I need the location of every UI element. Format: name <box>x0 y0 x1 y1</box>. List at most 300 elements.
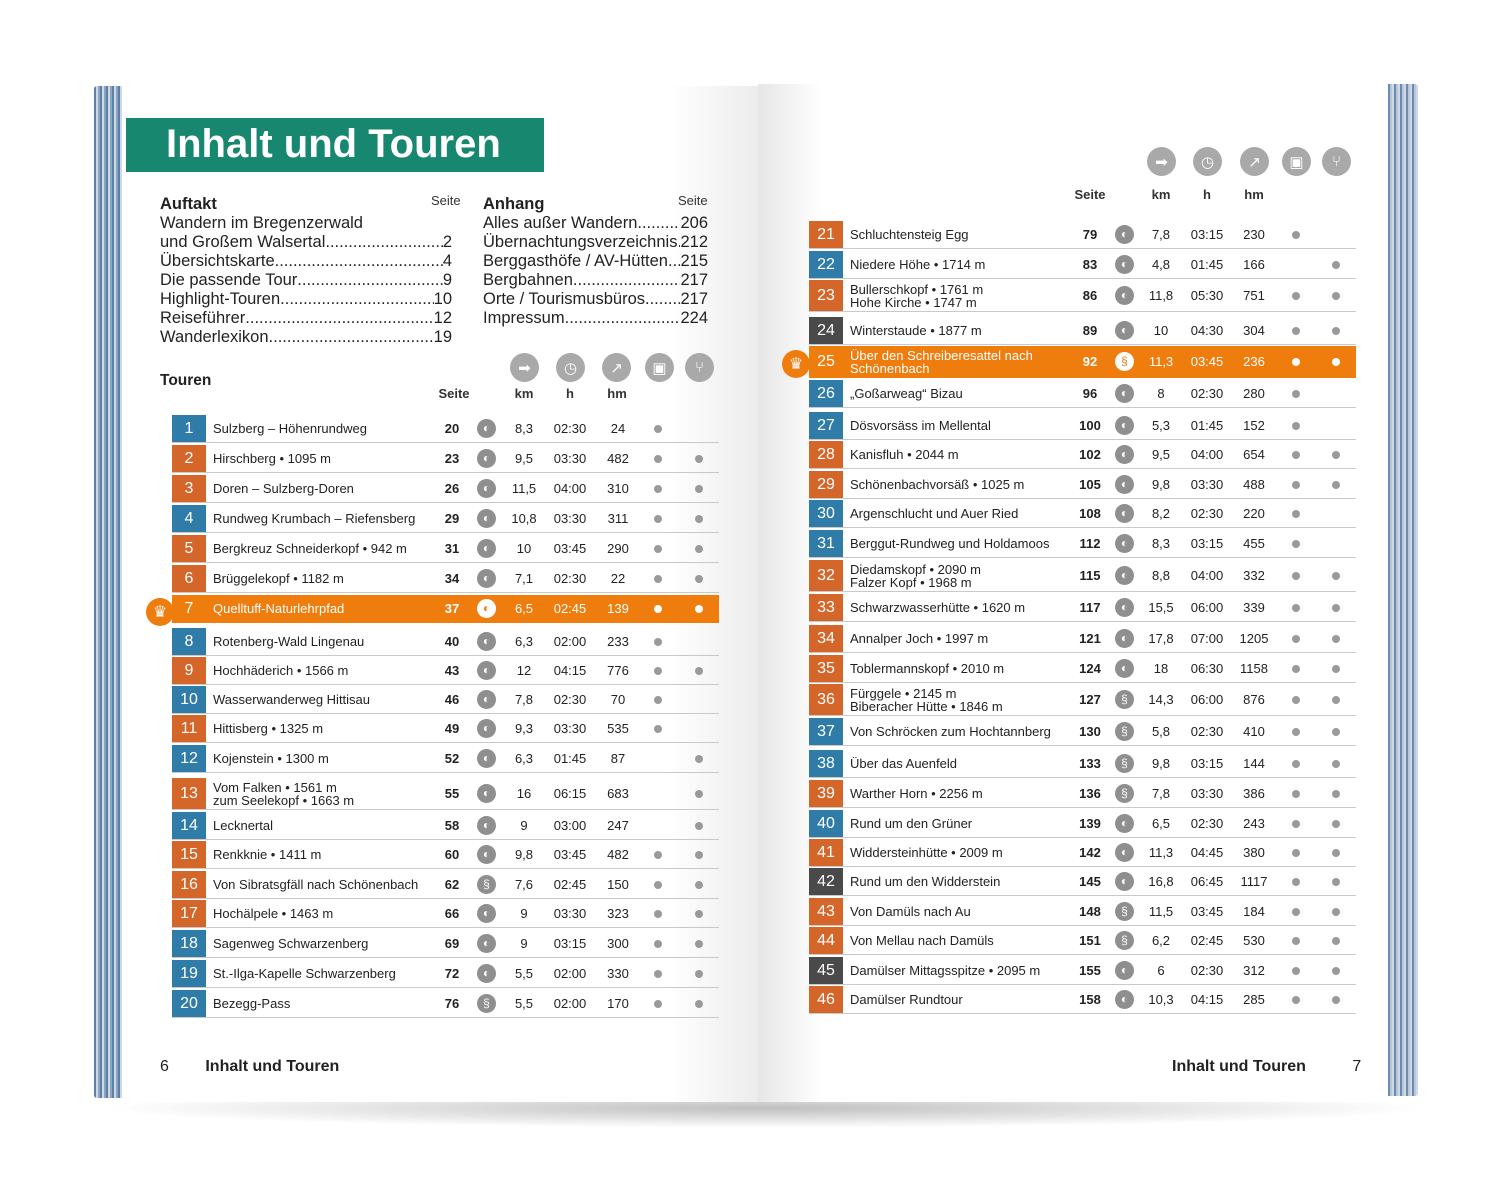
auftakt-seite-label: Seite <box>431 193 461 208</box>
tour-name <box>843 964 1040 977</box>
bus-available-dot <box>1292 820 1300 828</box>
auftakt-intro: Wandern im Bregenzerwald <box>160 214 363 232</box>
tour-row[interactable] <box>809 986 1356 1014</box>
tour-row[interactable] <box>172 900 719 928</box>
difficulty-steep-icon: § <box>1115 902 1134 921</box>
tour-name <box>206 635 364 648</box>
tour-name <box>206 781 354 807</box>
tour-page: 20 <box>444 421 460 436</box>
tour-hm: 310 <box>607 481 629 496</box>
tour-page: 121 <box>1079 631 1101 646</box>
tour-name-line: Bezegg-Pass <box>213 996 291 1011</box>
tour-name <box>206 482 354 495</box>
tour-km: 10 <box>1153 323 1169 338</box>
tour-km: 5,8 <box>1151 724 1171 739</box>
tour-hm: 152 <box>1243 418 1265 433</box>
tour-row[interactable] <box>809 471 1356 499</box>
tour-hm: 1158 <box>1240 661 1268 676</box>
difficulty-round-icon: ◐ <box>1115 286 1134 305</box>
tour-page: 46 <box>444 692 460 707</box>
tour-name <box>206 878 418 891</box>
tour-row[interactable] <box>172 505 719 533</box>
tour-km: 9 <box>520 906 528 921</box>
tour-row[interactable] <box>809 251 1356 279</box>
tour-name-line: Sagenweg Schwarzenberg <box>213 936 369 951</box>
tour-name-line: Quelltuff-Naturlehrpfad <box>213 601 345 616</box>
food-available-dot <box>1332 937 1340 945</box>
leader-dots <box>573 271 681 290</box>
tour-h: 03:15 <box>553 936 587 951</box>
bus-available-dot <box>654 910 662 918</box>
tour-row[interactable] <box>172 960 719 988</box>
touren-heading: Touren <box>160 372 212 389</box>
tour-number: 19 <box>172 960 206 987</box>
tour-km: 9 <box>520 936 528 951</box>
tour-h: 02:30 <box>553 692 587 707</box>
tour-name-line: Kojenstein • 1300 m <box>213 751 329 766</box>
bus-available-dot <box>1292 327 1300 335</box>
tour-km: 6,5 <box>1151 816 1171 831</box>
tour-page: 96 <box>1082 386 1098 401</box>
tour-number: 11 <box>172 715 206 742</box>
tour-hm: 166 <box>1243 257 1265 272</box>
tour-h: 02:30 <box>553 421 587 436</box>
tour-row[interactable] <box>172 445 719 473</box>
difficulty-round-icon: ◐ <box>1115 814 1134 833</box>
tour-page: 142 <box>1079 845 1101 860</box>
tour-km: 8,8 <box>1151 568 1171 583</box>
tour-hm: 220 <box>1243 506 1265 521</box>
tour-number: 31 <box>809 530 843 557</box>
tour-row[interactable] <box>172 565 719 593</box>
tour-km: 7,8 <box>1151 786 1171 801</box>
tour-number: 32 <box>809 560 843 591</box>
leader-dots <box>325 233 442 252</box>
tour-row[interactable] <box>809 625 1356 653</box>
difficulty-steep-icon: § <box>1115 931 1134 950</box>
tour-km: 16 <box>516 786 532 801</box>
tour-name <box>843 507 1018 520</box>
tour-row[interactable] <box>809 684 1356 716</box>
tour-row[interactable] <box>809 560 1356 592</box>
auftakt-item-label: und Großem Walsertal <box>160 233 326 251</box>
tour-row[interactable] <box>809 500 1356 528</box>
anhang-item-page: 217 <box>680 290 708 308</box>
tour-page: 108 <box>1079 506 1101 521</box>
food-available-dot <box>695 515 703 523</box>
auftakt-item-page: 9 <box>442 271 452 289</box>
tour-h: 07:00 <box>1190 631 1224 646</box>
tour-number: 1 <box>172 415 206 442</box>
tour-page: 124 <box>1079 661 1101 676</box>
food-available-dot <box>1332 849 1340 857</box>
tour-row[interactable] <box>172 595 719 623</box>
tour-h: 03:30 <box>553 721 587 736</box>
tour-name <box>206 997 290 1010</box>
bus-available-dot <box>1292 422 1300 430</box>
tour-page: 92 <box>1082 354 1098 369</box>
tour-row[interactable] <box>172 841 719 869</box>
leader-dots <box>297 271 443 290</box>
tour-hm: 380 <box>1243 845 1265 860</box>
tour-number: 33 <box>809 594 843 621</box>
bus-available-dot <box>1292 665 1300 673</box>
tour-row[interactable] <box>809 750 1356 778</box>
tour-hm: 184 <box>1243 904 1265 919</box>
bus-icon: ▣ <box>645 353 674 382</box>
tour-page: 52 <box>444 751 460 766</box>
tour-page: 155 <box>1079 963 1101 978</box>
bus-available-dot <box>1292 760 1300 768</box>
tour-name-line: Bergkreuz Schneiderkopf • 942 m <box>213 541 407 556</box>
tour-row[interactable] <box>172 990 719 1018</box>
tour-number: 10 <box>172 686 206 713</box>
tour-row[interactable] <box>809 780 1356 808</box>
tour-h: 02:30 <box>1190 724 1224 739</box>
difficulty-round-icon: ◐ <box>1115 534 1134 553</box>
tour-h: 06:45 <box>1190 874 1224 889</box>
bus-available-dot <box>1292 728 1300 736</box>
tour-name-line: Widdersteinhütte • 2009 m <box>850 845 1003 860</box>
tour-name <box>843 725 1051 738</box>
tour-name <box>206 602 344 615</box>
tour-name-line: Rundweg Krumbach – Riefensberg <box>213 511 416 526</box>
tour-km: 11,3 <box>1148 845 1174 860</box>
tour-name-line: Falzer Kopf • 1968 m <box>850 574 972 590</box>
auftakt-item-label: Übersichtskarte <box>160 252 275 270</box>
tour-h: 03:45 <box>553 847 587 862</box>
food-available-dot <box>1332 790 1340 798</box>
tour-page: 26 <box>444 481 460 496</box>
tour-row[interactable] <box>172 745 719 773</box>
tour-km: 11,5 <box>511 481 537 496</box>
tour-km: 16,8 <box>1148 874 1174 889</box>
bus-available-dot <box>654 851 662 859</box>
tour-h: 02:45 <box>553 877 587 892</box>
tour-row[interactable] <box>809 655 1356 683</box>
tour-row[interactable] <box>809 346 1356 378</box>
tour-row[interactable] <box>172 657 719 685</box>
col-km: km <box>514 386 534 401</box>
tour-page: 23 <box>444 451 460 466</box>
tour-name <box>206 693 370 706</box>
tour-row[interactable] <box>809 898 1356 926</box>
tour-row[interactable] <box>809 280 1356 312</box>
auftakt-item[interactable] <box>160 252 452 271</box>
bus-available-dot <box>1292 967 1300 975</box>
tour-name <box>843 632 988 645</box>
tour-hm: 304 <box>1243 323 1265 338</box>
anhang-item[interactable] <box>483 252 708 271</box>
tour-h: 03:30 <box>553 451 587 466</box>
tour-hm: 150 <box>607 877 629 892</box>
anhang-item[interactable] <box>483 309 708 328</box>
food-available-dot <box>695 485 703 493</box>
bus-available-dot <box>1292 849 1300 857</box>
tour-row[interactable] <box>809 317 1356 345</box>
difficulty-round-icon: ◐ <box>477 904 496 923</box>
tour-number: 40 <box>809 810 843 837</box>
tour-name-line: Rund um den Grüner <box>850 816 973 831</box>
tour-h: 05:30 <box>1190 288 1224 303</box>
col-hm-right: hm <box>1244 187 1264 202</box>
tour-number: 45 <box>809 957 843 984</box>
anhang-item[interactable] <box>483 271 708 290</box>
tour-km: 14,3 <box>1148 692 1174 707</box>
tour-page: 40 <box>444 634 460 649</box>
tour-name-line: Biberacher Hütte • 1846 m <box>850 698 1003 714</box>
food-available-dot <box>1332 572 1340 580</box>
bus-available-dot <box>654 1000 662 1008</box>
tour-h: 02:30 <box>1190 506 1224 521</box>
tour-name-line: Damülser Rundtour <box>850 992 963 1007</box>
tour-km: 9,8 <box>1151 756 1171 771</box>
tour-page: 55 <box>444 786 460 801</box>
tour-row[interactable] <box>809 380 1356 408</box>
tour-page: 76 <box>444 996 460 1011</box>
tour-h: 02:00 <box>553 634 587 649</box>
tour-page: 83 <box>1082 257 1098 272</box>
tour-h: 02:00 <box>553 996 587 1011</box>
tour-name-line: Schwarzwasserhütte • 1620 m <box>850 600 1026 615</box>
food-available-dot <box>1332 908 1340 916</box>
tour-name-line: Über den Schreiberesattel nach <box>850 347 1033 363</box>
tour-name <box>843 349 1033 375</box>
tour-hm: 410 <box>1243 724 1265 739</box>
tour-number: 6 <box>172 565 206 592</box>
tour-name-line: zum Seelekopf • 1663 m <box>213 792 355 808</box>
page-number-left: 6 <box>160 1058 169 1075</box>
tour-name-line: Fürggele • 2145 m <box>850 685 957 701</box>
col-hm: hm <box>607 386 627 401</box>
tour-page: 117 <box>1079 600 1101 615</box>
tour-row[interactable] <box>809 530 1356 558</box>
auftakt-item[interactable] <box>160 328 452 347</box>
tour-name <box>843 601 1025 614</box>
auftakt-item[interactable] <box>160 309 452 328</box>
food-available-dot <box>695 1000 703 1008</box>
bus-available-dot <box>1292 572 1300 580</box>
tour-name-line: Winterstaude • 1877 m <box>850 323 982 338</box>
tour-row[interactable] <box>172 715 719 743</box>
auftakt-item[interactable] <box>160 233 452 252</box>
tour-name <box>843 448 959 461</box>
auftakt-item-page: 12 <box>433 309 452 327</box>
auftakt-item-page: 4 <box>442 252 452 270</box>
tour-km: 9,8 <box>1151 477 1171 492</box>
right-page-edges <box>1386 84 1418 1096</box>
tour-hm: 535 <box>607 721 629 736</box>
tour-km: 8,2 <box>1151 506 1171 521</box>
tour-number: 39 <box>809 780 843 807</box>
bus-available-dot <box>654 638 662 646</box>
tour-km: 10,8 <box>511 511 537 526</box>
tour-name-line: Rund um den Widderstein <box>850 874 1001 889</box>
tour-number: 12 <box>172 745 206 772</box>
anhang-item[interactable] <box>483 290 708 309</box>
food-available-dot <box>1332 358 1340 366</box>
tour-name-line: Dösvorsäss im Mellental <box>850 418 991 433</box>
food-available-dot <box>695 455 703 463</box>
difficulty-round-icon: ◐ <box>477 816 496 835</box>
tour-row[interactable] <box>172 930 719 958</box>
tour-km: 7,8 <box>514 692 534 707</box>
left-page-edges <box>94 86 124 1098</box>
tour-km: 4,8 <box>1151 257 1171 272</box>
tour-row[interactable] <box>172 475 719 503</box>
leader-dots <box>565 309 681 328</box>
tour-row[interactable] <box>172 686 719 714</box>
food-available-dot <box>1332 665 1340 673</box>
anhang-item[interactable] <box>483 233 708 252</box>
tour-km: 8,3 <box>1151 536 1171 551</box>
bus-available-dot <box>1292 908 1300 916</box>
tour-h: 04:15 <box>553 663 587 678</box>
bus-available-dot <box>654 515 662 523</box>
anhang-seite-label: Seite <box>678 193 708 208</box>
tour-row[interactable] <box>809 957 1356 985</box>
page-title: Inhalt und Touren <box>166 122 501 166</box>
auftakt-item[interactable] <box>160 290 452 309</box>
tour-km: 6 <box>1157 963 1165 978</box>
tour-number: 15 <box>172 841 206 868</box>
tour-hm: 330 <box>607 966 629 981</box>
ascent-icon: ↗ <box>1240 147 1269 176</box>
food-available-dot <box>695 970 703 978</box>
tour-name-line: Hochälpele • 1463 m <box>213 906 334 921</box>
tour-h: 03:30 <box>1190 786 1224 801</box>
tour-row[interactable] <box>172 535 719 563</box>
difficulty-round-icon: ◐ <box>1115 416 1134 435</box>
tour-row[interactable] <box>809 221 1356 249</box>
tour-name <box>843 419 991 432</box>
tour-km: 7,6 <box>514 877 534 892</box>
tour-hm: 70 <box>610 692 626 707</box>
tour-row[interactable] <box>172 778 719 810</box>
tour-name-line: Berggut-Rundweg und Holdamoos <box>850 536 1050 551</box>
bus-available-dot <box>1292 231 1300 239</box>
tour-name-line: „Goßarweag“ Bizau <box>850 386 963 401</box>
auftakt-item[interactable] <box>160 271 452 290</box>
tour-page: 43 <box>444 663 460 678</box>
tour-name <box>843 387 963 400</box>
tour-hm: 144 <box>1243 756 1265 771</box>
tour-name <box>206 422 367 435</box>
tour-page: 79 <box>1082 227 1098 242</box>
tour-name-line: Annalper Joch • 1997 m <box>850 631 989 646</box>
tour-row[interactable] <box>172 871 719 899</box>
difficulty-round-icon: ◐ <box>477 509 496 528</box>
tour-name-line: Rotenberg-Wald Lingenau <box>213 634 365 649</box>
tour-page: 130 <box>1079 724 1101 739</box>
tour-km: 9,5 <box>1151 447 1171 462</box>
tour-number: 8 <box>172 628 206 655</box>
tour-row[interactable] <box>172 415 719 443</box>
tour-row[interactable] <box>172 628 719 656</box>
tour-h: 03:45 <box>1190 354 1224 369</box>
tour-hm: 312 <box>1243 963 1265 978</box>
tour-row[interactable] <box>172 812 719 840</box>
tour-km: 9,8 <box>514 847 534 862</box>
tour-h: 03:45 <box>1190 904 1224 919</box>
tour-hm: 170 <box>607 996 629 1011</box>
bus-available-dot <box>1292 481 1300 489</box>
tour-row[interactable] <box>809 718 1356 746</box>
tour-row[interactable] <box>809 810 1356 838</box>
tour-h: 04:45 <box>1190 845 1224 860</box>
tour-h: 03:30 <box>553 906 587 921</box>
tour-number: 25 <box>809 346 843 377</box>
tour-hm: 290 <box>607 541 629 556</box>
tour-page: 60 <box>444 847 460 862</box>
tour-hm: 455 <box>1243 536 1265 551</box>
tour-h: 02:45 <box>553 601 587 616</box>
bus-available-dot <box>654 970 662 978</box>
tour-name <box>843 563 981 589</box>
tour-number: 34 <box>809 625 843 652</box>
difficulty-round-icon: ◐ <box>477 749 496 768</box>
food-available-dot <box>695 605 703 613</box>
tour-number: 9 <box>172 657 206 684</box>
food-available-dot <box>1332 327 1340 335</box>
food-available-dot <box>1332 261 1340 269</box>
anhang-item[interactable] <box>483 214 708 233</box>
auftakt-list <box>160 233 452 347</box>
tour-hm: 311 <box>607 511 629 526</box>
difficulty-round-icon: ◐ <box>1115 445 1134 464</box>
tour-hm: 139 <box>607 601 629 616</box>
difficulty-round-icon: ◐ <box>1115 225 1134 244</box>
tour-name <box>843 258 985 271</box>
difficulty-round-icon: ◐ <box>477 964 496 983</box>
tour-km: 9,5 <box>514 451 534 466</box>
tour-name <box>206 664 348 677</box>
tour-hm: 300 <box>607 936 629 951</box>
tour-page: 115 <box>1079 568 1101 583</box>
tour-row[interactable] <box>809 839 1356 867</box>
tour-page: 31 <box>444 541 460 556</box>
tour-name <box>206 907 333 920</box>
tour-page: 89 <box>1082 323 1098 338</box>
food-available-dot <box>695 575 703 583</box>
tour-h: 03:00 <box>553 818 587 833</box>
auftakt-item-page: 10 <box>433 290 452 308</box>
tour-km: 7,8 <box>1151 227 1171 242</box>
difficulty-round-icon: ◐ <box>477 632 496 651</box>
tour-row[interactable] <box>809 441 1356 469</box>
tour-row[interactable] <box>809 412 1356 440</box>
tour-number: 46 <box>809 986 843 1013</box>
tour-hm: 386 <box>1243 786 1265 801</box>
tour-number: 26 <box>809 380 843 407</box>
col-seite: Seite <box>438 386 470 401</box>
tour-km: 18 <box>1153 661 1169 676</box>
tour-row[interactable] <box>809 927 1356 955</box>
tour-page: 69 <box>444 936 460 951</box>
tour-row[interactable] <box>809 868 1356 896</box>
tour-row[interactable] <box>809 594 1356 622</box>
tour-number: 30 <box>809 500 843 527</box>
difficulty-round-icon: ◐ <box>1115 629 1134 648</box>
tour-hm: 247 <box>607 818 629 833</box>
tour-number: 14 <box>172 812 206 839</box>
tour-page: 102 <box>1079 447 1101 462</box>
tour-name-line: Damülser Mittagsspitze • 2095 m <box>850 963 1041 978</box>
tour-name <box>843 228 969 241</box>
tour-hm: 285 <box>1243 992 1265 1007</box>
tour-hm: 243 <box>1243 816 1265 831</box>
tour-hm: 530 <box>1243 933 1265 948</box>
